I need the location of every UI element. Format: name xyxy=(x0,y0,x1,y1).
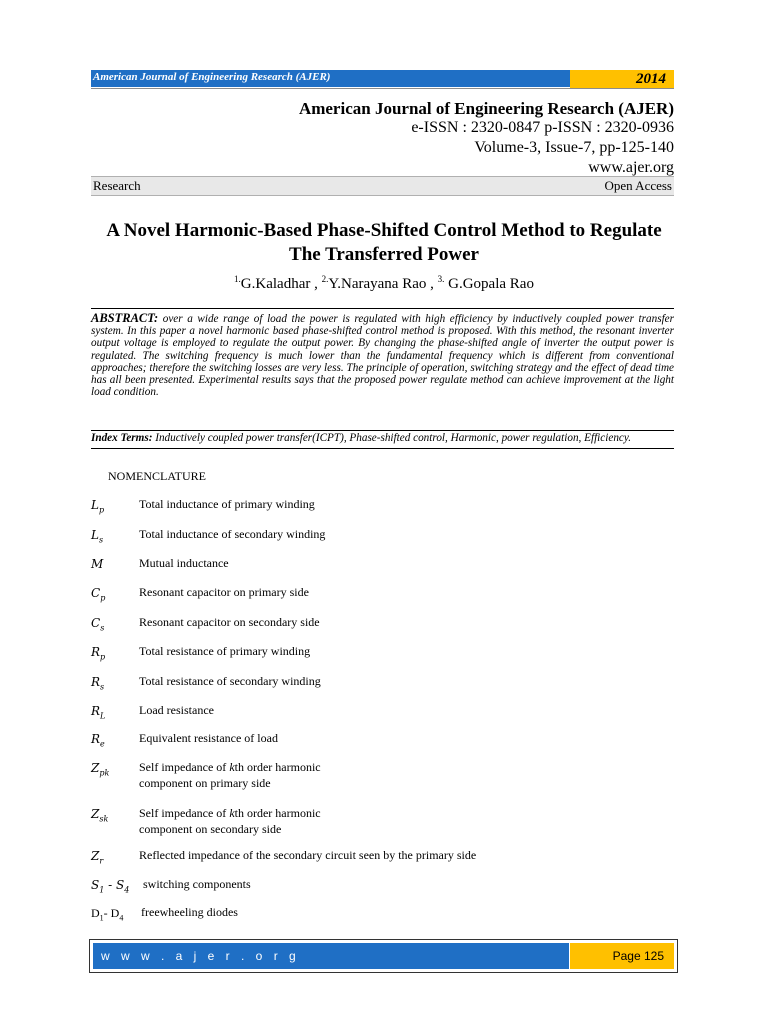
nomenclature-symbol: $S_1 - S_4$ xyxy=(91,878,130,895)
nomenclature-symbol: $R_L$ xyxy=(91,704,106,721)
category-bar xyxy=(91,176,674,196)
abstract-label: ABSTRACT: xyxy=(91,311,159,325)
journal-issn: e-ISSN : 2320-0847 p-ISSN : 2320-0936 xyxy=(411,119,674,136)
author-affil: 3. xyxy=(437,274,445,284)
nomenclature-symbol: $L_s$ xyxy=(91,528,104,545)
nomenclature-symbol: $C_s$ xyxy=(91,616,105,633)
author-affil: 2. xyxy=(321,274,329,284)
abstract xyxy=(91,308,674,398)
index-terms xyxy=(91,430,674,449)
nomenclature-definition: Resonant capacitor on primary side xyxy=(139,585,309,599)
journal-name: American Journal of Engineering Research (AJER) xyxy=(298,99,674,118)
nomenclature-definition: Reflected impedance of the secondary circuit seen by the primary side xyxy=(139,848,477,862)
nomenclature-symbol: $R_p$ xyxy=(91,645,106,662)
nomenclature-symbol: $R_s$ xyxy=(91,675,105,692)
nomenclature-definition: Total resistance of secondary winding xyxy=(139,674,321,688)
journal-url: www.ajer.org xyxy=(588,159,674,176)
page-footer xyxy=(89,939,678,973)
nomenclature-definition: Load resistance xyxy=(139,703,214,717)
nomenclature-definition: Total inductance of primary winding xyxy=(139,497,315,511)
paper-title: A Novel Harmonic-Based Phase-Shifted Control Method to Regulate The Transferred Power xyxy=(106,220,662,265)
author-affil: 1. xyxy=(234,274,241,284)
page-number: Page 125 xyxy=(570,943,674,969)
nomenclature-definition: switching components xyxy=(143,877,251,891)
category-research: Research xyxy=(93,178,141,193)
index-terms-label: Index Terms: xyxy=(91,432,153,444)
index-terms-text: Inductively coupled power transfer(ICPT), Phase-shifted control, Harmonic, power regulation, Efficiency. xyxy=(152,432,632,444)
nomenclature-definition: freewheeling diodes xyxy=(141,905,238,919)
banner-journal-name: American Journal of Engineering Research (AJER) xyxy=(93,71,331,83)
nomenclature-symbol: $Z_{pk}$ xyxy=(91,761,110,778)
nomenclature-heading: NOMENCLATURE xyxy=(108,469,206,483)
nomenclature-definition: Self impedance of kth order harmonic component on secondary side xyxy=(139,806,321,836)
footer-url: w w w . a j e r . o r g xyxy=(93,943,569,969)
banner-divider xyxy=(91,88,674,89)
nomenclature-symbol: $D_1-$ $D_4$ xyxy=(91,906,124,923)
nomenclature-definition: Equivalent resistance of load xyxy=(139,731,278,745)
category-open-access: Open Access xyxy=(604,178,672,193)
author-name: Y.Narayana Rao , xyxy=(328,276,438,292)
nomenclature-definition: Total resistance of primary winding xyxy=(139,644,311,658)
author-list xyxy=(91,276,677,293)
nomenclature-symbol: $Z_{sk}$ xyxy=(91,807,109,824)
nomenclature-symbol: $R_e$ xyxy=(91,732,105,749)
banner-year: 2014 xyxy=(570,70,674,88)
nomenclature-symbol: $L_p$ xyxy=(91,498,105,515)
nomenclature-symbol: $C_p$ xyxy=(91,586,106,603)
nomenclature-definition: Mutual inductance xyxy=(139,556,229,570)
author-name: G.Kaladhar , xyxy=(240,276,322,292)
nomenclature-definition: Total inductance of secondary winding xyxy=(139,527,326,541)
abstract-text: over a wide range of load the power is regulated with high efficiency by inductively coupled power transfer system. In this paper a novel harmonic based phase-shifted control method is proposed. With this method, the resonant inverter output voltage is employed to regulate the output power. By changing the phase-shifted angle of inverter the output power is regulated. The switching frequency is much lower than the fundamental frequency which is different from conventional approaches; therefore the switching losses are very less. The principle of operation, switching strategy and the effect of dead time has all been presented. Experimental results says that the proposed power regulate method can achieve improvement at the light load condition. xyxy=(91,313,674,399)
journal-volume: Volume-3, Issue-7, pp-125-140 xyxy=(474,139,674,156)
nomenclature-definition: Self impedance of kth order harmonic component on primary side xyxy=(139,760,321,790)
nomenclature-symbol: $Z_r$ xyxy=(91,849,104,866)
nomenclature-definition: Resonant capacitor on secondary side xyxy=(139,615,320,629)
nomenclature-symbol: M xyxy=(91,557,104,571)
author-name: G.Gopala Rao xyxy=(444,276,534,292)
